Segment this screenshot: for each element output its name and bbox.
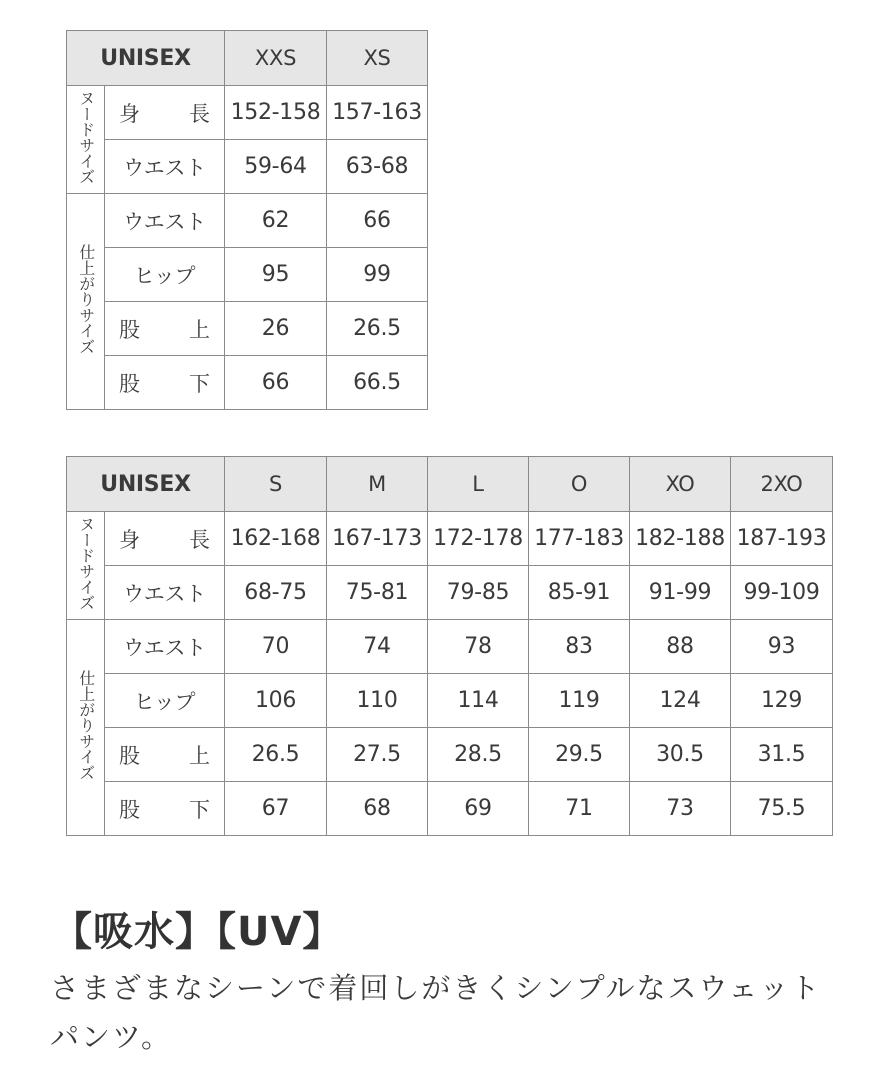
row-label-rise: 股 上 xyxy=(105,302,225,356)
row-label-height: 身 長 xyxy=(105,86,225,140)
table-cell: 85-91 xyxy=(529,566,630,620)
table-cell: 63-68 xyxy=(327,140,428,194)
table-cell: 95 xyxy=(225,248,327,302)
size-table-xxs-xs xyxy=(66,30,428,410)
row-label-waist: ウエスト xyxy=(105,566,225,620)
table-row xyxy=(67,248,428,302)
size-header-xs: XS xyxy=(327,31,428,86)
table-cell: 129 xyxy=(731,674,833,728)
table-cell: 93 xyxy=(731,620,833,674)
size-header-xxs: XXS xyxy=(225,31,327,86)
table-cell: 26.5 xyxy=(225,728,327,782)
size-header-s: S xyxy=(225,457,327,512)
row-label-finished-waist: ウエスト xyxy=(105,194,225,248)
table-cell: 27.5 xyxy=(327,728,428,782)
table-cell: 66.5 xyxy=(327,356,428,410)
size-header-l: L xyxy=(428,457,529,512)
table-cell: 99-109 xyxy=(731,566,833,620)
table-cell: 69 xyxy=(428,782,529,836)
table-row xyxy=(67,512,833,566)
table-cell: 28.5 xyxy=(428,728,529,782)
unisex-header: UNISEX xyxy=(67,457,225,512)
table-row xyxy=(67,782,833,836)
table-cell: 26 xyxy=(225,302,327,356)
finished-size-group-label: 仕上がりサイズ xyxy=(67,620,105,836)
table-cell: 88 xyxy=(630,620,731,674)
table-cell: 74 xyxy=(327,620,428,674)
table-row xyxy=(67,302,428,356)
table-cell: 177-183 xyxy=(529,512,630,566)
table-cell: 167-173 xyxy=(327,512,428,566)
table-cell: 157-163 xyxy=(327,86,428,140)
table-cell: 75-81 xyxy=(327,566,428,620)
table-cell: 75.5 xyxy=(731,782,833,836)
product-description: さまざまなシーンで着回しがきくシンプルなスウェットパンツ。 xyxy=(50,971,822,1054)
row-label-inseam: 股 下 xyxy=(105,782,225,836)
feature-tags: 【吸水】【UV】 xyxy=(52,909,344,955)
table-cell: 29.5 xyxy=(529,728,630,782)
table-row xyxy=(67,566,833,620)
size-header-2xo: 2XO xyxy=(731,457,833,512)
table-cell: 71 xyxy=(529,782,630,836)
table-row xyxy=(67,140,428,194)
table-cell: 106 xyxy=(225,674,327,728)
size-header-m: M xyxy=(327,457,428,512)
table-cell: 124 xyxy=(630,674,731,728)
table-cell: 68-75 xyxy=(225,566,327,620)
table-cell: 110 xyxy=(327,674,428,728)
row-label-waist: ウエスト xyxy=(105,140,225,194)
table-cell: 26.5 xyxy=(327,302,428,356)
table-cell: 66 xyxy=(225,356,327,410)
table-cell: 68 xyxy=(327,782,428,836)
table-cell: 187-193 xyxy=(731,512,833,566)
row-label-rise: 股 上 xyxy=(105,728,225,782)
table-cell: 152-158 xyxy=(225,86,327,140)
table-cell: 162-168 xyxy=(225,512,327,566)
table-cell: 59-64 xyxy=(225,140,327,194)
table-row xyxy=(67,620,833,674)
unisex-header: UNISEX xyxy=(67,31,225,86)
table-cell: 83 xyxy=(529,620,630,674)
size-table-s-2xo xyxy=(66,456,833,836)
table-cell: 91-99 xyxy=(630,566,731,620)
table-cell: 30.5 xyxy=(630,728,731,782)
table-cell: 70 xyxy=(225,620,327,674)
table-row xyxy=(67,194,428,248)
table-header-row xyxy=(67,457,833,512)
table-cell: 79-85 xyxy=(428,566,529,620)
nude-size-group-label: ヌードサイズ xyxy=(67,86,105,194)
row-label-inseam: 股 下 xyxy=(105,356,225,410)
table-cell: 99 xyxy=(327,248,428,302)
row-label-hip: ヒップ xyxy=(105,248,225,302)
table-row xyxy=(67,674,833,728)
table-cell: 73 xyxy=(630,782,731,836)
table-cell: 114 xyxy=(428,674,529,728)
table-cell: 119 xyxy=(529,674,630,728)
table-cell: 172-178 xyxy=(428,512,529,566)
table-header-row xyxy=(67,31,428,86)
table-cell: 182-188 xyxy=(630,512,731,566)
table-row xyxy=(67,356,428,410)
table-cell: 62 xyxy=(225,194,327,248)
finished-size-group-label: 仕上がりサイズ xyxy=(67,194,105,410)
table-cell: 78 xyxy=(428,620,529,674)
nude-size-group-label: ヌードサイズ xyxy=(67,512,105,620)
row-label-height: 身 長 xyxy=(105,512,225,566)
table-row xyxy=(67,728,833,782)
table-cell: 31.5 xyxy=(731,728,833,782)
table-row xyxy=(67,86,428,140)
table-cell: 67 xyxy=(225,782,327,836)
size-header-xo: XO xyxy=(630,457,731,512)
size-header-o: O xyxy=(529,457,630,512)
row-label-finished-waist: ウエスト xyxy=(105,620,225,674)
row-label-hip: ヒップ xyxy=(105,674,225,728)
table-cell: 66 xyxy=(327,194,428,248)
